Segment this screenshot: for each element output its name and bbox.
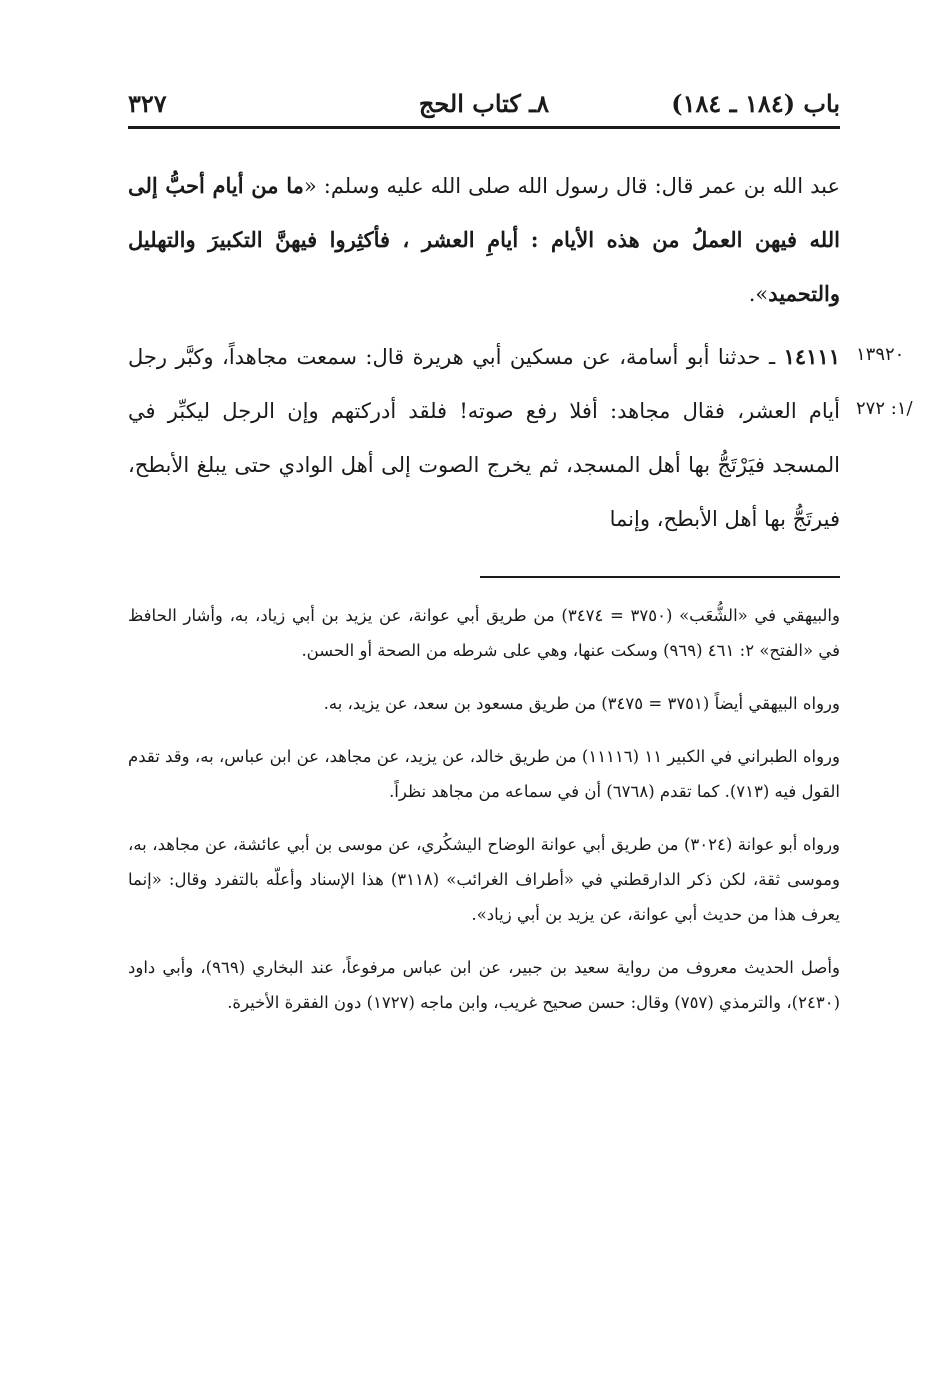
hadith-text: ـ حدثنا أبو أسامة، عن مسكين أبي هريرة قال: سمعت مجاهداً، وكبَّر رجل أيام العشر، فقال مجاهد: أفلا رفع صوته! فلقد أدركتهم وإن الرجل ليكبِّر في المسجد فيَرْتَجُّ بها أهل المسجد، ثم يخرج الصوت إلى أهل الوادي حتى يبلغ الأبطح، فيرتَجُّ بها أهل الأبطح، وإنما [128, 345, 840, 531]
hadith-continuation [128, 159, 840, 321]
margin-ref-1: ١٣٩٢٠ [856, 344, 905, 365]
chapter-range: باب (١٨٤ ـ ١٨٤) [671, 89, 840, 118]
hadith-quote: ما من أيام أحبُّ إلى الله فيهن العملُ من هذه الأيام : أيامِ العشر ، فأكثِروا فيهنَّ التكبيرَ والتهليل والتحميد [128, 173, 840, 306]
footnote-paragraph: والبيهقي في «الشُّعَب» (٣٧٥٠ = ٣٤٧٤) من طريق أبي عوانة، عن يزيد بن أبي زياد، به، وأشار الحافظ في «الفتح» ٢: ٤٦١ (٩٦٩) وسكت عنها، وهي على شرطه من الصحة أو الحسن. [128, 606, 840, 660]
footnote-paragraph: ورواه الطبراني في الكبير ١١ (١١١١٦) من طريق خالد، عن يزيد، عن مجاهد، عن ابن عباس، به، وقد تقدم القول فيه (٧١٣). كما تقدم (٦٧٦٨) أن في سماعه من مجاهد نظراً. [128, 747, 840, 801]
footnote-paragraph: وأصل الحديث معروف من رواية سعيد بن جبير، عن ابن عباس مرفوعاً، عند البخاري (٩٦٩)، وأبي داود (٢٤٣٠)، والترمذي (٧٥٧) وقال: حسن صحيح غريب، وابن ماجه (١٧٢٧) دون الفقرة الأخيرة. [128, 958, 840, 1012]
hadith-quote-close: ». [748, 282, 769, 306]
running-header [128, 84, 840, 124]
margin-ref-2: /١: ٢٧٢ [856, 398, 913, 419]
book-title: ٨ـ كتاب الحج [418, 89, 550, 118]
footnotes [128, 598, 840, 1038]
hadith-number: ١٤١١١ [783, 344, 840, 369]
footnote-paragraph: ورواه البيهقي أيضاً (٣٧٥١ = ٣٤٧٥) من طريق مسعود بن سعد، عن يزيد، به. [323, 694, 840, 713]
header-rule [128, 126, 840, 129]
footnote-paragraph: ورواه أبو عوانة (٣٠٢٤) من طريق أبي عوانة الوضاح اليشكُري، عن موسى بن أبي عائشة، عن مجاهد، به، وموسى ثقة، لكن ذكر الدارقطني في «أطراف الغرائب» (٣١١٨) هذا الإسناد وأعلّه بالتفرد وقال: «إنما يعرف هذا من حديث أبي عوانة، عن يزيد بن أبي زياد». [128, 835, 841, 924]
hadith-14111 [128, 330, 840, 546]
page-number: ٣٢٧ [128, 89, 167, 118]
hadith-intro: عبد الله بن عمر قال: قال رسول الله صلى الله عليه وسلم: « [303, 174, 840, 198]
footnote-rule [480, 576, 840, 578]
